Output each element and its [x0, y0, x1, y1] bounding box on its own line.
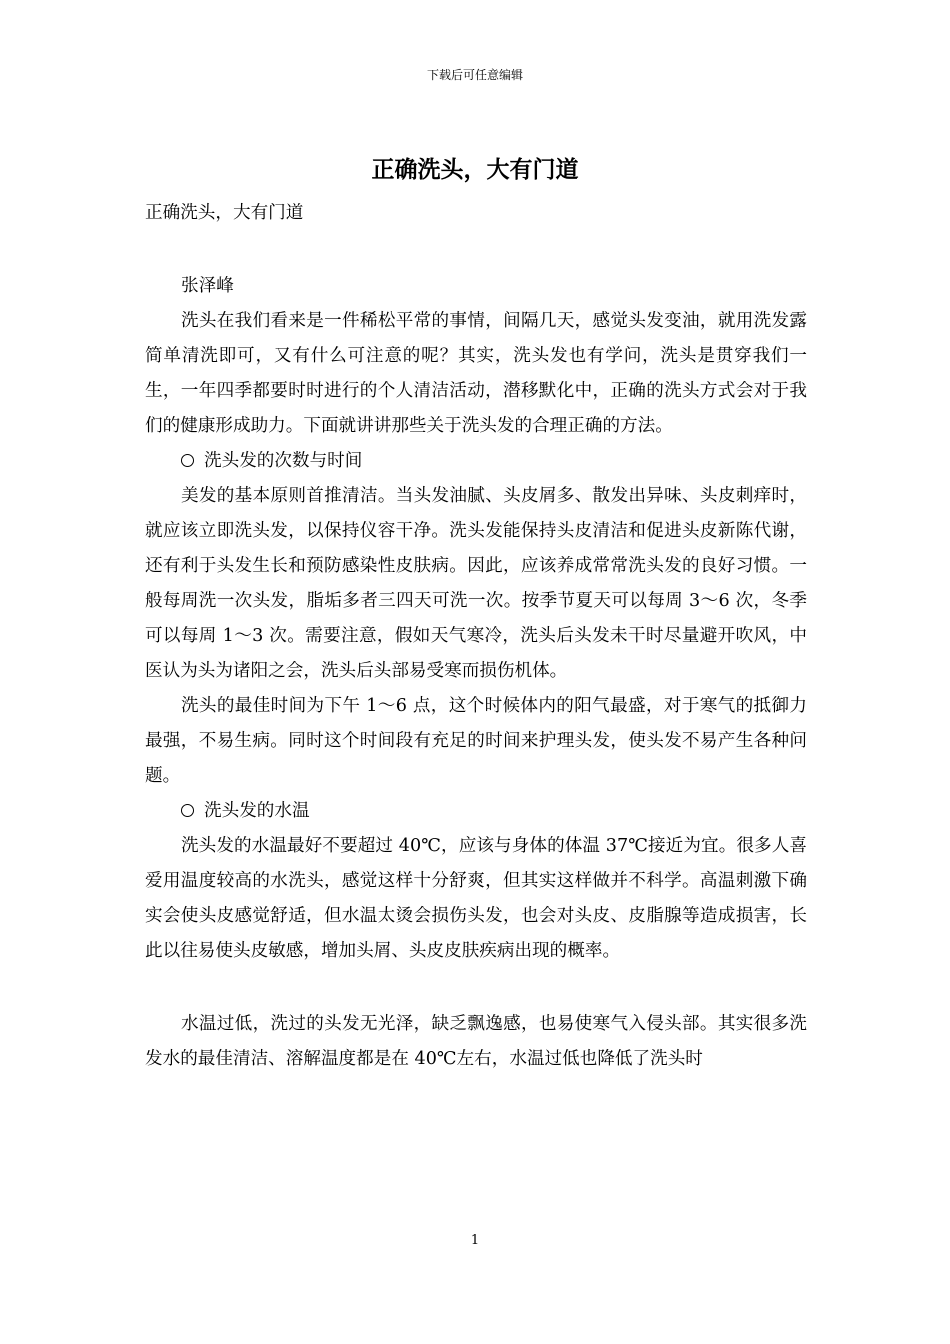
author-line: 张泽峰: [181, 276, 234, 296]
document-body: [145, 196, 807, 1077]
section-heading-frequency: [145, 444, 807, 479]
blank-line: [145, 969, 807, 1007]
frequency-paragraph: 美发的基本原则首推清洁。当头发油腻、头皮屑多、散发出异味、头皮刺痒时，就应该立即洗头发，以保持仪容干净。洗头发能保持头皮清洁和促进头皮新陈代谢，还有利于头发生长和预防感染性皮肤病。因此，应该养成常常洗头发的良好习惯。一般每周洗一次头发，脂垢多者三四天可洗一次。按季节夏天可以每周 3～6 次，冬季可以每周 1～3 次。需要注意，假如天气寒冷，洗头后头发未干时尽量避开吹风，中医认为头为诸阳之会，洗头后头部易受寒而损伤机体。: [145, 486, 807, 681]
best-time-paragraph: 洗头的最佳时间为下午 1～6 点，这个时候体内的阳气最盛，对于寒气的抵御力最强，不易生病。同时这个时间段有充足的时间来护理头发，使头发不易产生各种问题。: [145, 696, 807, 786]
low-temperature-paragraph: 水温过低，洗过的头发无光泽，缺乏飘逸感，也易使寒气入侵头部。其实很多洗发水的最佳清洁、溶解温度都是在 40℃左右，水温过低也降低了洗头时: [145, 1014, 807, 1069]
document-title: 正确洗头，大有门道: [371, 156, 579, 183]
header-note: 下载后可任意编辑: [426, 68, 523, 82]
subtitle-line: 正确洗头，大有门道: [145, 203, 304, 223]
section-heading-text: 洗头发的水温: [204, 801, 310, 821]
section-heading-temperature: [145, 794, 807, 829]
circle-bullet-icon: [181, 454, 194, 467]
blank-line: [145, 231, 807, 269]
intro-paragraph: 洗头在我们看来是一件稀松平常的事情，间隔几天，感觉头发变油，就用洗发露简单清洗即可，又有什么可注意的呢？其实，洗头发也有学问，洗头是贯穿我们一生，一年四季都要时时进行的个人清洁活动，潜移默化中，正确的洗头方式会对于我们的健康形成助力。下面就讲讲那些关于洗头发的合理正确的方法。: [145, 311, 807, 436]
section-heading-text: 洗头发的次数与时间: [204, 451, 363, 471]
page-number: 1: [470, 1233, 480, 1248]
circle-bullet-icon: [181, 804, 194, 817]
water-temperature-paragraph: 洗头发的水温最好不要超过 40℃，应该与身体的体温 37℃接近为宜。很多人喜爱用温度较高的水洗头，感觉这样十分舒爽，但其实这样做并不科学。高温刺激下确实会使头皮感觉舒适，但水温太烫会损伤头发，也会对头皮、皮脂腺等造成损害，长此以往易使头皮敏感，增加头屑、头皮皮肤疾病出现的概率。: [145, 836, 807, 961]
